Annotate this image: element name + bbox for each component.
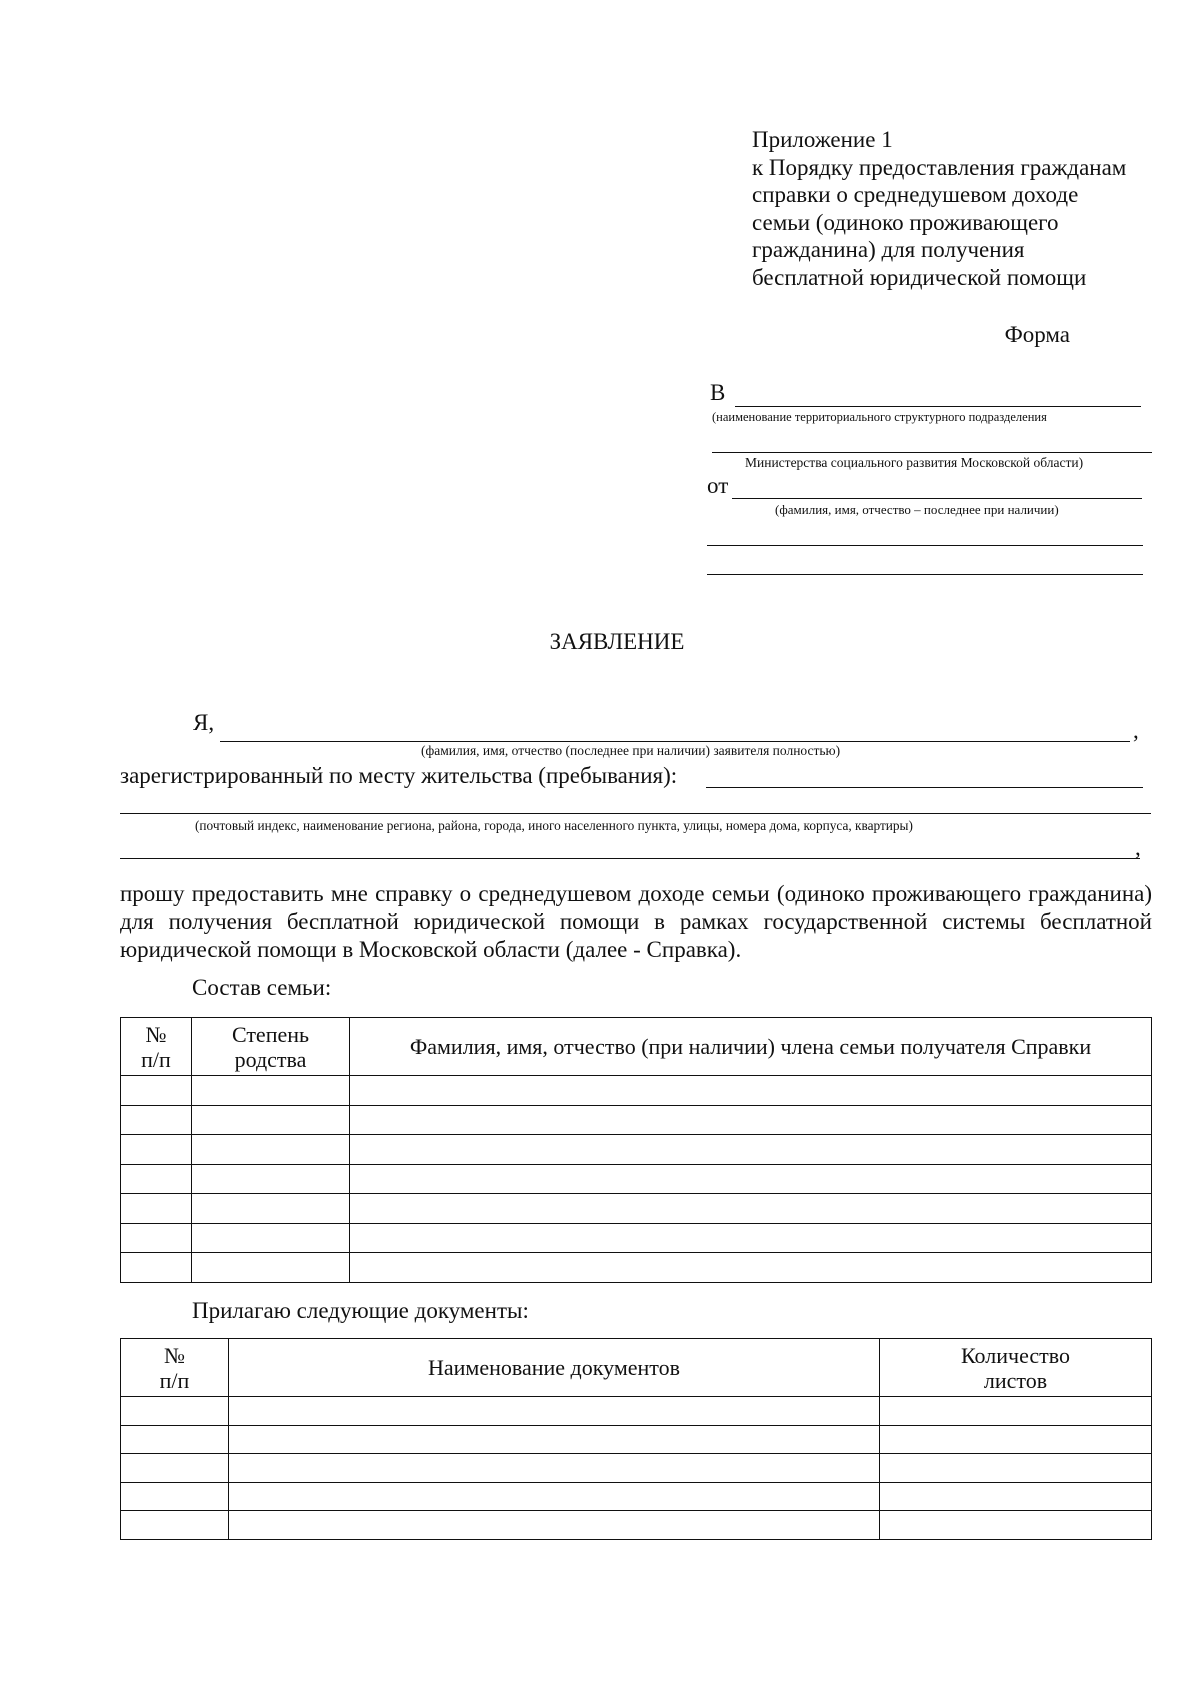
table-cell[interactable] — [350, 1164, 1152, 1194]
table-cell[interactable] — [192, 1105, 350, 1135]
request-paragraph: прошу предоставить мне справку о среднедушевом доходе семьи (одиноко проживающего гражданина) для получения бесплатной юридической помощи в рамках государственной системы бесплатной юридической помощи в Московской области (далее - Справка). — [120, 881, 1152, 962]
documents-table-header — [121, 1339, 1152, 1397]
table-cell[interactable] — [121, 1076, 192, 1106]
col-number-header: № п/п — [121, 1018, 192, 1076]
family-table — [120, 1017, 1152, 1283]
applicant-name-line[interactable] — [220, 741, 1130, 742]
to-prefix: В — [710, 380, 726, 405]
table-cell[interactable] — [192, 1164, 350, 1194]
table-cell[interactable] — [121, 1425, 229, 1454]
table-cell[interactable] — [880, 1454, 1152, 1483]
table-row — [121, 1164, 1152, 1194]
col-doc-number-header: № п/п — [121, 1339, 229, 1397]
table-cell[interactable] — [350, 1076, 1152, 1106]
family-table-body — [121, 1076, 1152, 1283]
address-end-comma: , — [1135, 835, 1141, 860]
table-cell[interactable] — [229, 1425, 880, 1454]
appendix-line: к Порядку предоставления гражданам — [752, 154, 1127, 180]
documents-table-body — [121, 1397, 1152, 1540]
documents-table — [120, 1338, 1152, 1540]
table-cell[interactable] — [121, 1253, 192, 1283]
table-cell[interactable] — [229, 1454, 880, 1483]
table-cell[interactable] — [192, 1194, 350, 1224]
table-cell[interactable] — [192, 1135, 350, 1165]
table-row — [121, 1194, 1152, 1224]
registered-address-line[interactable] — [706, 787, 1143, 788]
table-cell[interactable] — [229, 1397, 880, 1426]
table-row — [121, 1482, 1152, 1511]
col-member-name-header: Фамилия, имя, отчество (при наличии) члена семьи получателя Справки — [350, 1018, 1152, 1076]
table-cell[interactable] — [121, 1482, 229, 1511]
table-cell[interactable] — [121, 1454, 229, 1483]
table-cell[interactable] — [350, 1223, 1152, 1253]
table-cell[interactable] — [350, 1105, 1152, 1135]
table-cell[interactable] — [121, 1223, 192, 1253]
table-row — [121, 1454, 1152, 1483]
to-caption-1: (наименование территориального структурного подразделения — [712, 410, 1047, 424]
table-cell[interactable] — [192, 1223, 350, 1253]
table-row — [121, 1135, 1152, 1165]
table-cell[interactable] — [121, 1135, 192, 1165]
address-line-2[interactable] — [120, 813, 1151, 814]
table-cell[interactable] — [350, 1253, 1152, 1283]
col-doc-sheets-header: Количество листов — [880, 1339, 1152, 1397]
table-cell[interactable] — [350, 1194, 1152, 1224]
appendix-line: Приложение 1 — [752, 127, 893, 152]
table-cell[interactable] — [121, 1397, 229, 1426]
to-field-line[interactable] — [735, 406, 1141, 407]
appendix-line: справки о среднедушевом доходе — [752, 182, 1079, 207]
table-row — [121, 1105, 1152, 1135]
table-cell[interactable] — [121, 1511, 229, 1540]
table-row — [121, 1253, 1152, 1283]
appendix-line: бесплатной юридической помощи — [752, 264, 1087, 290]
registered-label: зарегистрированный по месту жительства (пребывания): — [120, 763, 678, 788]
from-field-line-2[interactable] — [707, 545, 1143, 546]
to-caption-2: Министерства социального развития Московской области) — [745, 455, 1084, 470]
from-field-line-3[interactable] — [707, 574, 1143, 575]
appendix-line: семьи (одиноко проживающего — [752, 209, 1059, 235]
form-label: Форма — [1004, 322, 1070, 347]
table-cell[interactable] — [229, 1511, 880, 1540]
appendix-line: гражданина) для получения — [752, 237, 1025, 262]
appendix-note — [752, 126, 1126, 291]
table-cell[interactable] — [880, 1397, 1152, 1426]
from-prefix: от — [707, 473, 729, 498]
table-row — [121, 1511, 1152, 1540]
table-cell[interactable] — [229, 1482, 880, 1511]
col-relation-header: Степень родства — [192, 1018, 350, 1076]
table-row — [121, 1425, 1152, 1454]
table-cell[interactable] — [121, 1105, 192, 1135]
table-cell[interactable] — [880, 1482, 1152, 1511]
documents-heading: Прилагаю следующие документы: — [192, 1298, 529, 1323]
address-line-3[interactable] — [120, 858, 1140, 859]
table-row — [121, 1397, 1152, 1426]
applicant-name-caption: (фамилия, имя, отчество (последнее при наличии) заявителя полностью) — [421, 743, 841, 758]
family-heading: Состав семьи: — [192, 975, 332, 1000]
table-row — [121, 1223, 1152, 1253]
applicant-comma: , — [1133, 718, 1139, 743]
to-field-line-2[interactable] — [712, 452, 1152, 453]
table-cell[interactable] — [192, 1253, 350, 1283]
table-cell[interactable] — [121, 1164, 192, 1194]
col-doc-name-header: Наименование документов — [229, 1339, 880, 1397]
table-cell[interactable] — [350, 1135, 1152, 1165]
applicant-prefix: Я, — [193, 710, 215, 735]
from-field-line[interactable] — [732, 498, 1142, 499]
table-cell[interactable] — [121, 1194, 192, 1224]
from-caption: (фамилия, имя, отчество – последнее при наличии) — [775, 502, 1059, 517]
table-cell[interactable] — [880, 1511, 1152, 1540]
document-title: ЗАЯВЛЕНИЕ — [549, 629, 685, 654]
table-row — [121, 1076, 1152, 1106]
table-cell[interactable] — [192, 1076, 350, 1106]
family-table-header — [121, 1018, 1152, 1076]
table-cell[interactable] — [880, 1425, 1152, 1454]
address-caption: (почтовый индекс, наименование региона, района, города, иного населенного пункта, улицы, номера дома, корпуса, квартиры) — [195, 818, 913, 833]
